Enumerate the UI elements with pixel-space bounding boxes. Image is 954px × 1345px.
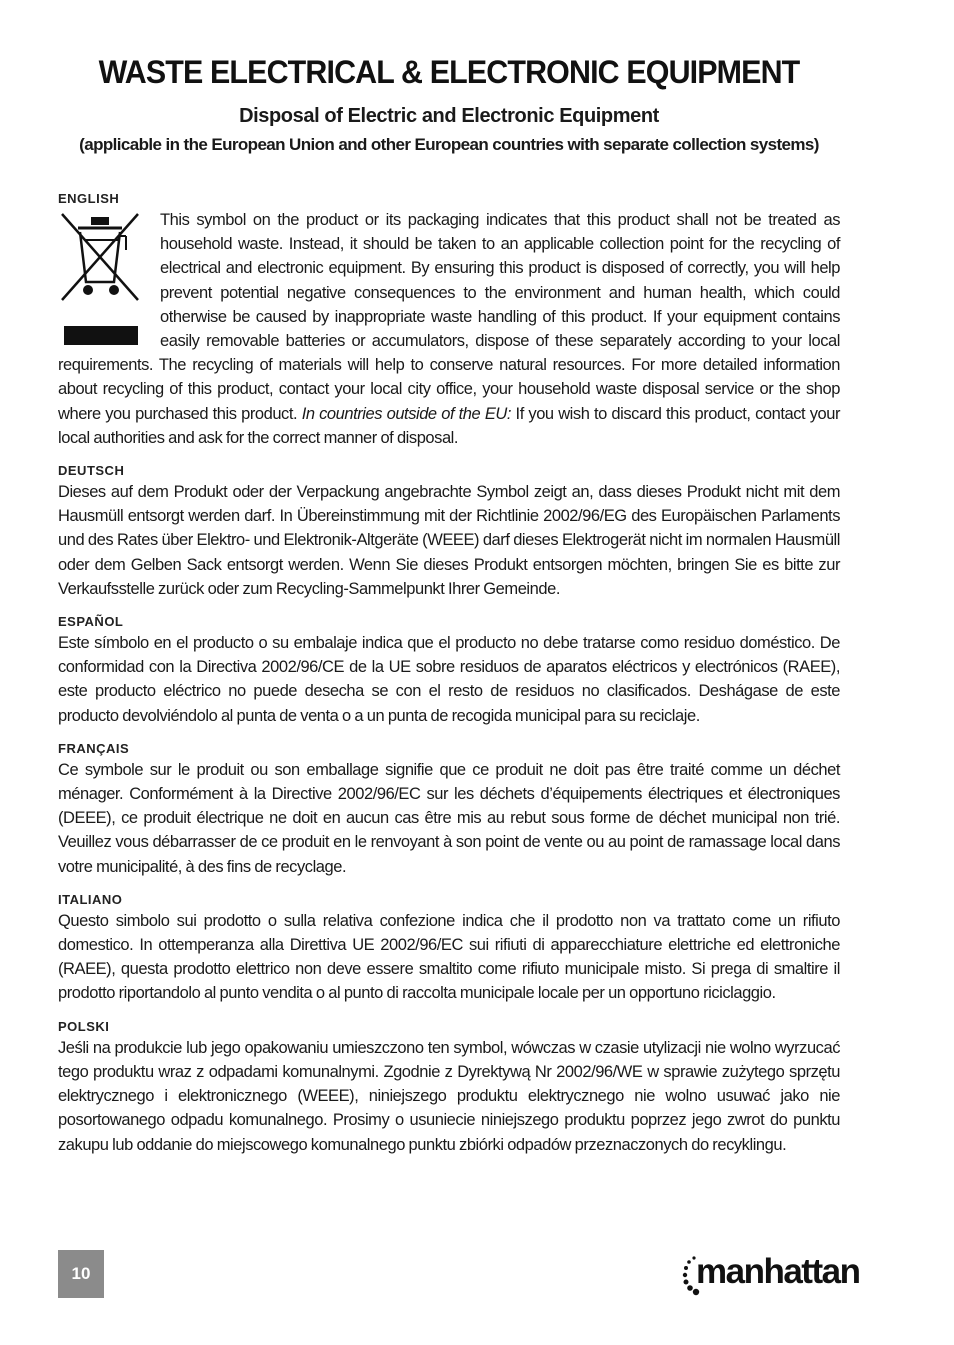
espanol-text: Este símbolo en el producto o su embalaje indica que el producto no debe tratarse como residuo doméstico. De conformidad con la Directiva 2002/96/CE de la UE sobre residuos de aparatos eléctricos y electrónicos (RAEE), este producto eléctrico no puede desecha se con el resto de residuos no clasificados. Deshágase de este producto devolviéndolo al punta de venta o a un punta de recogida municipal para su reciclaje. (58, 634, 840, 725)
crossed-bin-icon (58, 210, 142, 322)
section-subtitle: Disposal of Electric and Electronic Equipment (239, 105, 659, 127)
english-text-end: If you wish to discard this product, contact your local authorities and ask for the correct manner of disposal. (58, 404, 840, 447)
english-text (58, 208, 840, 450)
section-espanol (58, 613, 840, 728)
english-text-italic: In countries outside of the EU: (301, 404, 511, 423)
section-english (58, 190, 840, 450)
language-label-espanol: ESPAÑOL (58, 614, 124, 630)
language-label-italiano: ITALIANO (58, 891, 123, 907)
language-label-polski: POLSKI (58, 1018, 110, 1034)
section-italiano (58, 891, 840, 1006)
logo-wordmark: manhattan (696, 1252, 860, 1291)
page-number: 10 (58, 1250, 104, 1298)
language-label-deutsch: DEUTSCH (58, 463, 125, 479)
language-label-francais: FRANÇAIS (58, 740, 130, 756)
weee-black-bar (64, 326, 138, 345)
section-polski (58, 1018, 840, 1157)
italiano-text: Questo simbolo sui prodotto o sulla relativa confezione indica che il prodotto non va trattato come un rifiuto domestico. In ottemperanza alla Direttiva UE 2002/96/EC sui rifiuti di apparecchiature elettriche ed elettroniche (RAEE), questa prodotto elettrico non deve essere smaltito come rifiuto municipale misto. Si prega di smaltire il prodotto riportandolo al punto vendita o al punto di raccolta municipale locale per un opportuno riciclaggio. (58, 911, 840, 1003)
francais-text: Ce symbole sur le produit ou son emballage signifie que ce produit ne doit pas être traité comme un déchet ménager. Conformément à la Directive 2002/96/EC sur les déchets d’équipements électriques et électroniques (DEEE), ce produit électrique ne doit en aucun cas être mis au rebut sous forme de déchet municipal non trié. Veuillez vous débarrasser de ce produit en le renvoyant à son point de vente ou au point de ramassage local dans votre municipalité, à des fins de recyclage. (58, 760, 840, 876)
english-text-main: This symbol on the product or its packaging indicates that this product shall not be treated as household waste. Instead, it should be taken to an applicable collection point for the recycling of electrical and electronic equipment. By ensuring this product is disposed of correctly, you will help prevent potential negative consequences to the environment and human health, which could otherwise be caused by inappropriate waste handling of this product. If your equipment contains easily removable batteries or accumulators, dispose of these separately according to your local requirements. The recycling of materials will help to conserve natural resources. For more detailed information about recycling of this product, contact your local city office, your household waste disposal service or the shop where you purchased this product. (58, 211, 840, 423)
language-label-english: ENGLISH (58, 191, 120, 206)
manhattan-logo (680, 1250, 860, 1302)
document-page (58, 52, 840, 1157)
page-title: WASTE ELECTRICAL & ELECTRONIC EQUIPMENT (98, 54, 800, 90)
applicability-note: (applicable in the European Union and other European countries with separate collection systems) (79, 135, 819, 154)
section-francais (58, 740, 840, 879)
deutsch-text: Dieses auf dem Produkt oder der Verpackung angebrachte Symbol zeigt an, dass dieses Produkt nicht mit dem Hausmüll entsorgt werden darf. In Übereinstimmung mit der Richtlinie 2002/96/EG des Europäischen Parlaments und des Rates über Elektro- und Elektronik-Altgeräte (WEEE) darf dieses Elektrogerät nicht im normalen Hausmüll oder dem Gelben Sack entsorgt werden. Wenn Sie dieses Produkt entsorgen möchten, bringen Sie es bitte zur Verkaufsstelle zurück oder zum Recycling-Sammelpunkt Ihrer Gemeinde. (58, 483, 840, 598)
section-deutsch (58, 462, 840, 601)
polski-text: Jeśli na produkcie lub jego opakowaniu umieszczono ten symbol, wówczas w czasie utylizacji nie wolno wyrzucać tego produktu wraz z odpadami komunalnymi. Zgodnie z Dyrektywą Nr 2002/96/WE w sprawie zużytego sprzętu elektrycznego i elektronicznego (WEEE), niniejszego produktu elektrycznego nie wolno usuwać jako nie posortowanego odpadu komunalnego. Prosimy o usuniecie niniejszego produktu poprzez jego zwrot do punktu zakupu lub oddanie do miejscowego komunalnego punktu zbiórki odpadów przeznaczonych do recyklingu. (58, 1038, 840, 1154)
weee-bin-icon (58, 210, 142, 346)
